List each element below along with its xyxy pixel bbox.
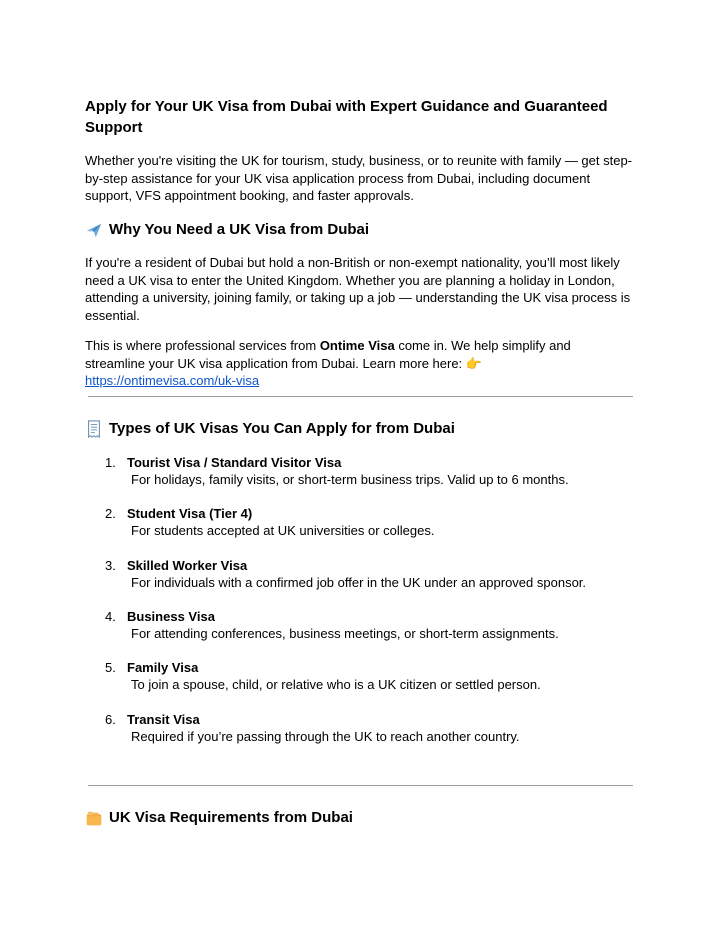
list-item-title: Family Visa — [127, 660, 199, 675]
list-item-description: For students accepted at UK universities or colleges. — [131, 523, 435, 538]
pointing-hand-icon: 👉 — [465, 355, 482, 371]
uk-visa-link[interactable]: https://ontimevisa.com/uk-visa — [85, 373, 260, 388]
section-heading-why — [85, 220, 369, 240]
list-number: 2. — [105, 506, 116, 521]
brand-name: Ontime Visa — [319, 338, 395, 353]
list-item-description: For holidays, family visits, or short-term business trips. Valid up to 6 months. — [131, 472, 569, 487]
page-title: Apply for Your UK Visa from Dubai with Expert Guidance and Guaranteed Support — [85, 98, 608, 136]
ontime-text-after: come in. We help simplify and streamline your UK visa application from Dubai. Learn more here: — [85, 338, 571, 371]
list-item-description: For individuals with a confirmed job offer in the UK under an approved sponsor. — [131, 575, 587, 590]
list-item-description: For attending conferences, business meetings, or short-term assignments. — [131, 626, 559, 641]
airplane-icon — [85, 221, 103, 239]
list-number: 4. — [105, 609, 116, 624]
list-number: 1. — [105, 455, 116, 470]
list-item-title: Business Visa — [127, 609, 215, 624]
list-item-title: Transit Visa — [127, 712, 200, 727]
why-paragraph: If you're a resident of Dubai but hold a non-British or non-exempt nationality, you’ll most likely need a UK visa to enter the United Kingdom. Whether you are planning a holiday in London, attending a university, joining family, or taking up a job — understanding the UK visa process is essential. — [85, 255, 631, 323]
section-heading-requirements — [85, 808, 353, 828]
intro-paragraph: Whether you're visiting the UK for tourism, study, business, or to reunite with family — get step-by-step assistance for your UK visa application process from Dubai, including document support, VFS appointment booking, and faster approvals. — [85, 153, 633, 203]
list-number: 6. — [105, 712, 116, 727]
divider — [88, 785, 633, 786]
section-heading-label: Types of UK Visas You Can Apply for from Dubai — [109, 420, 455, 437]
list-number: 5. — [105, 660, 116, 675]
list-item-description: To join a spouse, child, or relative who is a UK citizen or settled person. — [131, 677, 541, 692]
ontime-paragraph — [85, 337, 633, 390]
list-item-title: Skilled Worker Visa — [127, 558, 248, 573]
section-heading-label: Why You Need a UK Visa from Dubai — [109, 221, 370, 238]
card-index-dividers-icon — [85, 809, 103, 827]
list-item-description: Required if you’re passing through the UK to reach another country. — [131, 729, 520, 744]
divider — [88, 396, 633, 397]
list-number: 3. — [105, 558, 116, 573]
list-item-title: Tourist Visa / Standard Visitor Visa — [127, 455, 342, 470]
ontime-text-before: This is where professional services from — [85, 338, 320, 353]
section-heading-types — [85, 419, 455, 439]
section-heading-label: UK Visa Requirements from Dubai — [109, 809, 353, 826]
receipt-icon — [85, 420, 103, 438]
list-item-title: Student Visa (Tier 4) — [127, 506, 253, 521]
